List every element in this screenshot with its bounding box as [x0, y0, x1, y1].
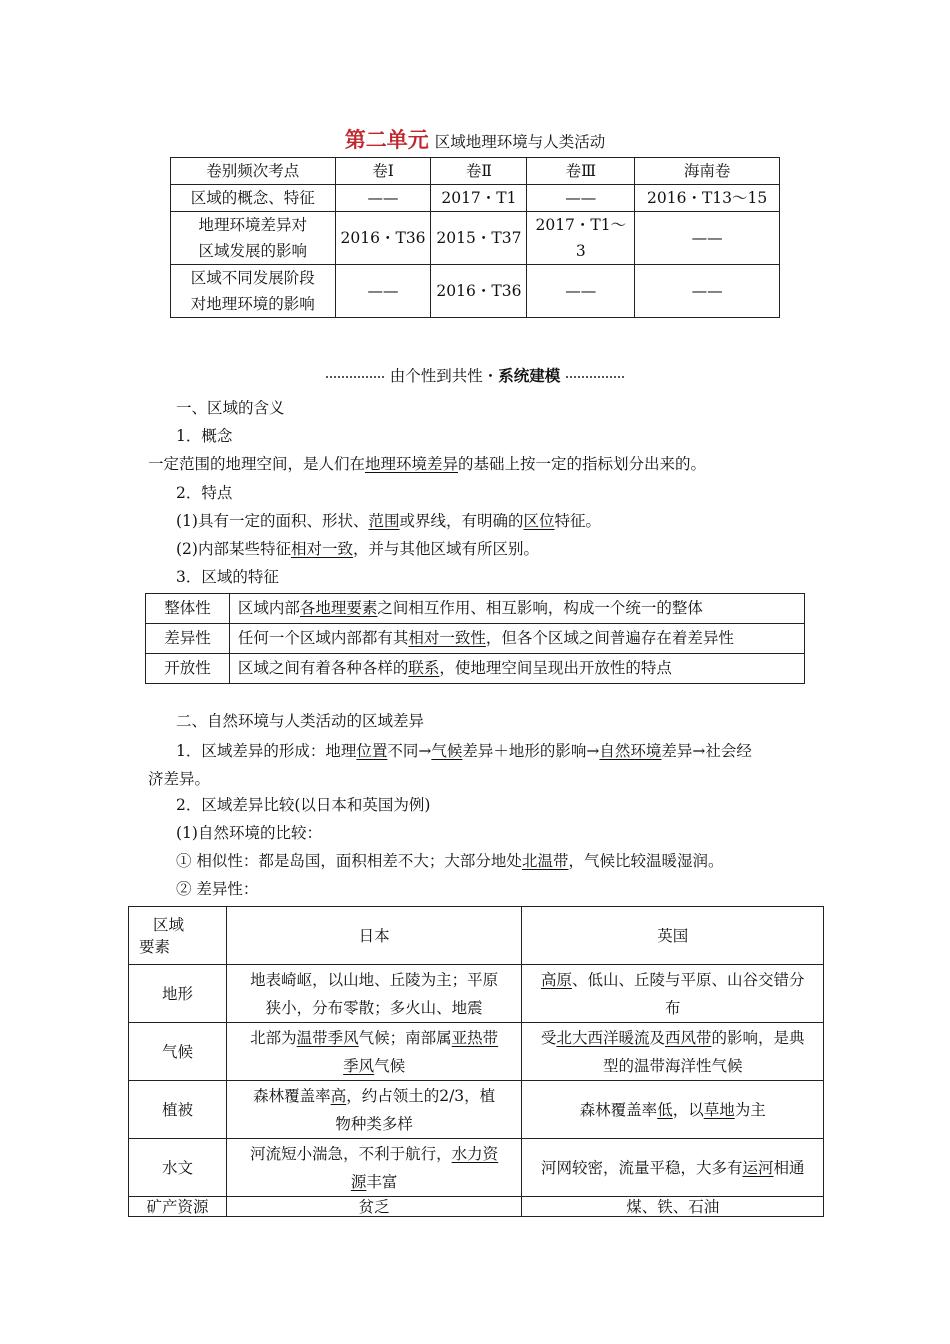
key-term: 高原 [540, 970, 572, 989]
text: 1．区域差异的形成：地理 [176, 742, 357, 760]
text: 森林覆盖率 [579, 1100, 658, 1119]
table-row [171, 265, 780, 318]
table-cell: —— [527, 265, 635, 318]
subheading: 2．特点 [176, 484, 233, 502]
text: ，气候比较温暖湿润。 [568, 852, 724, 870]
header-cell: 海南卷 [635, 158, 780, 185]
japan-cell: 贫乏 [226, 1197, 522, 1217]
text: 济差异。 [148, 770, 211, 788]
text: 或界线，有明确的 [399, 512, 524, 530]
text: 特征。 [554, 512, 602, 530]
key-term: 亚热带 [451, 1028, 499, 1047]
topic-line: 区域发展的影响 [198, 242, 308, 260]
exam-frequency-table [170, 157, 780, 318]
uk-cell [522, 965, 824, 1023]
banner-right: 系统建模 [498, 367, 561, 385]
region-features-table [145, 593, 805, 684]
text: 河网较密，流量平稳，大多有 [540, 1158, 743, 1177]
japan-cell [226, 1081, 522, 1139]
key-term: 范围 [368, 512, 400, 530]
paragraph [148, 737, 808, 793]
table-cell: —— [635, 212, 780, 265]
key-term: 温带季风 [296, 1028, 359, 1047]
feature-desc [229, 624, 804, 654]
text: 气候；南部属 [358, 1028, 452, 1047]
text: (1)具有一定的面积、形状、 [176, 512, 369, 530]
text: 、低山、丘陵与平原、山谷交错分 [571, 970, 805, 989]
unit-title [0, 124, 950, 154]
table-cell: —— [527, 185, 635, 212]
table-cell: 2016・T13～15 [635, 185, 780, 212]
text: 丰富 [366, 1172, 398, 1191]
text: ，以 [672, 1100, 704, 1119]
corner-top: 区域 [153, 915, 185, 934]
unit-number: 第二单元 [344, 128, 429, 152]
paragraph [176, 537, 539, 559]
text: 差异＋地形的影响→ [462, 742, 600, 760]
key-term: 草地 [703, 1100, 735, 1119]
column-header: 英国 [522, 907, 824, 965]
text: 为主 [734, 1100, 766, 1119]
text: 相通 [773, 1158, 805, 1177]
key-term: 位置 [356, 742, 388, 760]
text: 之间相互作用、相互影响，构成一个统一的整体 [377, 599, 703, 617]
table-row [146, 594, 805, 624]
table-cell: 2015・T37 [431, 212, 527, 265]
key-term: 联系 [408, 659, 440, 677]
key-term: 自然环境 [599, 742, 662, 760]
topic-line: 对地理环境的影响 [190, 295, 315, 313]
uk-cell [522, 1023, 824, 1081]
text: 一定范围的地理空间，是人们在 [148, 455, 366, 473]
text: ，使地理空间呈现出开放性的特点 [439, 659, 672, 677]
header-cell: 卷Ⅰ [335, 158, 431, 185]
header-cell: 卷别频次考点 [171, 158, 336, 185]
text: 任何一个区域内部都有其 [237, 629, 409, 647]
table-row [129, 1023, 824, 1081]
banner-left: 由个性到共性・ [389, 367, 499, 385]
topic-cell: 区域的概念、特征 [171, 185, 336, 212]
feature-desc [229, 594, 804, 624]
text: (2)内部某些特征 [176, 540, 291, 558]
table-row [129, 965, 824, 1023]
element-name: 水文 [129, 1139, 227, 1197]
key-term: 季风 [343, 1056, 375, 1075]
key-term: 源 [350, 1172, 367, 1191]
key-term: 运河 [742, 1158, 774, 1177]
text: ① 相似性：都是岛国，面积相差不大；大部分地处 [176, 852, 522, 870]
text: 及 [649, 1028, 665, 1047]
element-name: 气候 [129, 1023, 227, 1081]
uk-cell: 煤、铁、石油 [522, 1197, 824, 1217]
feature-name: 差异性 [146, 624, 230, 654]
table-row [171, 185, 780, 212]
table-cell: —— [335, 185, 431, 212]
element-name: 矿产资源 [129, 1197, 227, 1217]
table-row [146, 624, 805, 654]
text: 受 [540, 1028, 557, 1047]
table-cell: 2016・T36 [431, 265, 527, 318]
text: 物种类多样 [335, 1114, 413, 1133]
element-name: 地形 [129, 965, 227, 1023]
text: 的基础上按一定的指标划分出来的。 [458, 455, 707, 473]
element-name: 植被 [129, 1081, 227, 1139]
uk-cell [522, 1139, 824, 1197]
table-row [146, 654, 805, 684]
table-cell: —— [335, 265, 431, 318]
table-cell: 2017・T1～3 [527, 212, 635, 265]
text: 狭小，分布零散；多火山、地震 [265, 998, 483, 1017]
subheading: ② 差异性： [176, 880, 259, 898]
subheading: 1．概念 [176, 427, 233, 445]
feature-name: 整体性 [146, 594, 230, 624]
table-row [129, 1081, 824, 1139]
japan-uk-comparison-table [128, 906, 824, 1217]
japan-cell [226, 1023, 522, 1081]
header-cell: 卷Ⅱ [431, 158, 527, 185]
key-term: 气候 [431, 742, 463, 760]
text: ，约占领土的2/3，植 [346, 1086, 496, 1105]
key-term: 相对一致性 [408, 629, 486, 647]
table-cell: —— [635, 265, 780, 318]
table-cell: 2016・T36 [335, 212, 431, 265]
corner-cell [129, 907, 227, 965]
text: ，但各个区域之间普遍存在着差异性 [485, 629, 734, 647]
subheading: (1)自然环境的比较： [176, 824, 322, 842]
header-cell: 卷Ⅲ [527, 158, 635, 185]
text: 北部为 [250, 1028, 297, 1047]
text: 河流短小湍急，不利于航行， [250, 1144, 452, 1163]
column-header: 日本 [226, 907, 522, 965]
section-heading: 二、自然环境与人类活动的区域差异 [176, 712, 425, 730]
text: 不同→ [387, 742, 432, 760]
subheading: 2．区域差异比较(以日本和英国为例) [176, 796, 431, 814]
text: 区域内部 [237, 599, 300, 617]
text: ，并与其他区域有所区别。 [352, 540, 539, 558]
unit-subtitle: 区域地理环境与人类活动 [434, 133, 606, 151]
text: 森林覆盖率 [253, 1086, 331, 1105]
key-term: 低 [657, 1100, 673, 1119]
topic-line: 区域不同发展阶段 [190, 269, 315, 287]
text: 气候 [374, 1056, 406, 1075]
uk-cell [522, 1081, 824, 1139]
key-term: 区位 [523, 512, 555, 530]
text: 区域之间有着各种各样的 [237, 659, 409, 677]
table-header-row [171, 158, 780, 185]
feature-name: 开放性 [146, 654, 230, 684]
section-heading: 一、区域的含义 [176, 399, 285, 417]
text: 地表崎岖，以山地、丘陵为主；平原 [250, 970, 499, 989]
japan-cell [226, 965, 522, 1023]
table-row [129, 1197, 824, 1217]
key-term: 北温带 [521, 852, 569, 870]
key-term: 地理环境差异 [365, 455, 459, 473]
paragraph [148, 452, 706, 474]
text: 差异→社会经 [661, 742, 752, 760]
text: 布 [664, 998, 681, 1017]
subheading: 3．区域的特征 [176, 568, 279, 586]
key-term: 相对一致 [290, 540, 353, 558]
paragraph [176, 509, 601, 531]
key-term: 西风带 [664, 1028, 712, 1047]
topic-cell [171, 212, 336, 265]
section-banner [0, 364, 950, 386]
paragraph [176, 849, 723, 871]
topic-line: 地理环境差异对 [198, 216, 308, 234]
table-cell: 2017・T1 [431, 185, 527, 212]
key-term: 高 [330, 1086, 347, 1105]
feature-desc [229, 654, 804, 684]
japan-cell [226, 1139, 522, 1197]
key-term: 水力资 [451, 1144, 499, 1163]
topic-cell [171, 265, 336, 318]
key-term: 各地理要素 [299, 599, 378, 617]
text: 的影响，是典 [711, 1028, 805, 1047]
table-header-row [129, 907, 824, 965]
corner-bottom: 要素 [139, 937, 171, 956]
table-row [129, 1139, 824, 1197]
divider [566, 376, 624, 378]
key-term: 北大西洋暖流 [556, 1028, 650, 1047]
divider [326, 376, 384, 378]
table-row [171, 212, 780, 265]
text: 型的温带海洋性气候 [602, 1056, 743, 1075]
